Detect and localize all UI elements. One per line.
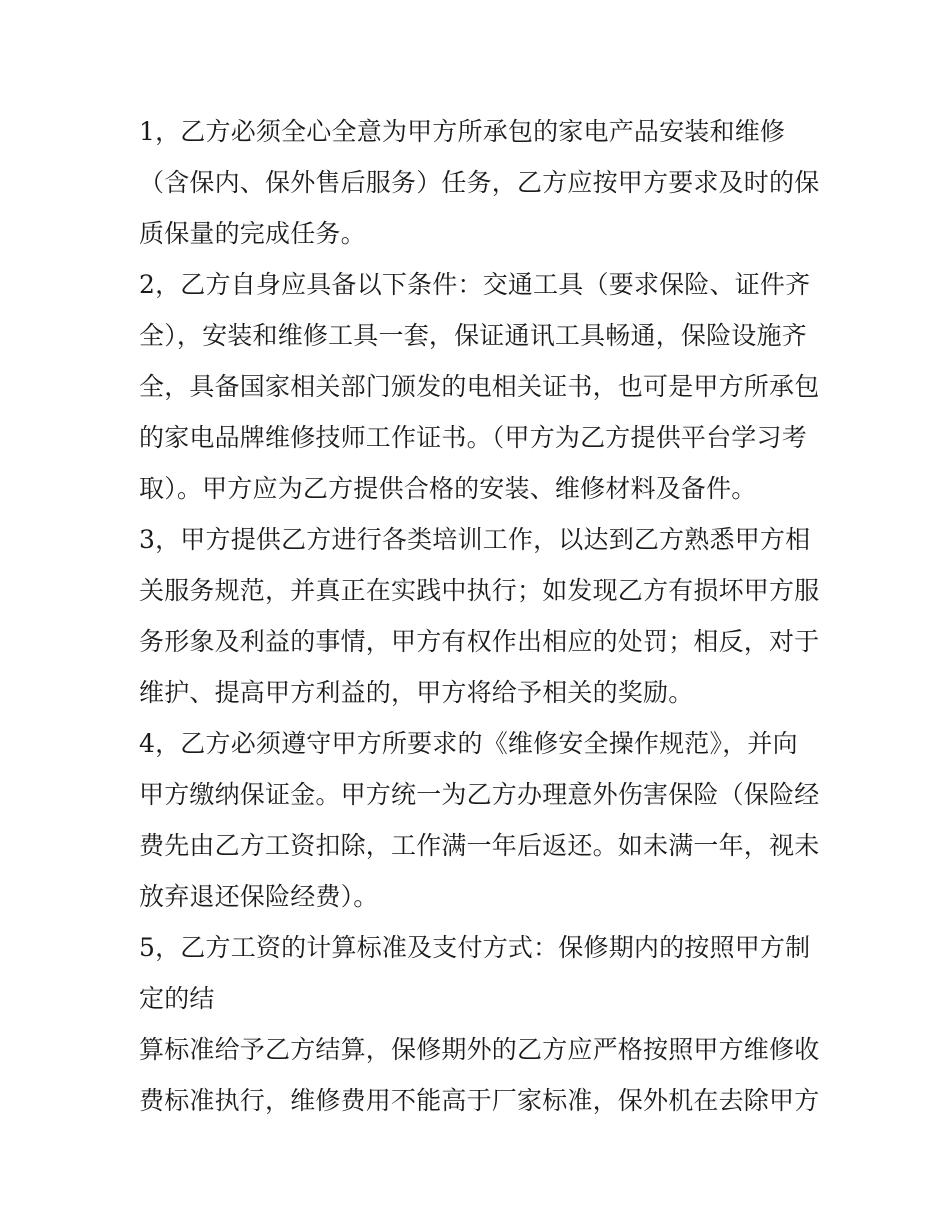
text-line-3: 质保量的完成任务。: [139, 219, 366, 248]
text-line-5: 全），安装和维修工具一套，保证通讯工具畅通，保险设施齐: [139, 321, 807, 350]
contract-body-text: [139, 106, 829, 1126]
text-line-18: 定的结: [139, 984, 215, 1013]
text-line-6: 全，具备国家相关部门颁发的电相关证书，也可是甲方所承包: [139, 372, 820, 401]
text-line-13: 4，乙方必须遵守甲方所要求的《维修安全操作规范》，并向: [139, 729, 798, 758]
text-line-16: 放弃退还保险经费）。: [139, 882, 379, 911]
text-line-17: 5，乙方工资的计算标准及支付方式：保修期内的按照甲方制: [139, 933, 811, 962]
text-line-7: 的家电品牌维修技师工作证书。（甲方为乙方提供平台学习考: [139, 423, 807, 452]
text-line-2: （含保内、保外售后服务）任务，乙方应按甲方要求及时的保: [139, 168, 820, 197]
text-line-15: 费先由乙方工资扣除，工作满一年后返还。如未满一年，视未: [139, 831, 820, 860]
text-line-20: 费标准执行，维修费用不能高于厂家标准，保外机在去除甲方: [139, 1086, 820, 1115]
text-line-11: 务形象及利益的事情，甲方有权作出相应的处罚；相反，对于: [139, 627, 820, 656]
text-line-19: 算标准给予乙方结算，保修期外的乙方应严格按照甲方维修收: [139, 1035, 820, 1064]
text-line-10: 关服务规范，并真正在实践中执行；如发现乙方有损坏甲方服: [139, 576, 820, 605]
text-line-12: 维护、提高甲方利益的，甲方将给予相关的奖励。: [139, 678, 694, 707]
text-line-8: 取）。甲方应为乙方提供合格的安装、维修材料及备件。: [139, 474, 757, 503]
text-line-9: 3，甲方提供乙方进行各类培训工作，以达到乙方熟悉甲方相: [139, 525, 811, 554]
text-line-1: 1，乙方必须全心全意为甲方所承包的家电产品安装和维修: [139, 117, 786, 146]
text-line-4: 2，乙方自身应具备以下条件：交通工具（要求保险、证件齐: [139, 270, 811, 299]
text-line-14: 甲方缴纳保证金。甲方统一为乙方办理意外伤害保险（保险经: [139, 780, 820, 809]
